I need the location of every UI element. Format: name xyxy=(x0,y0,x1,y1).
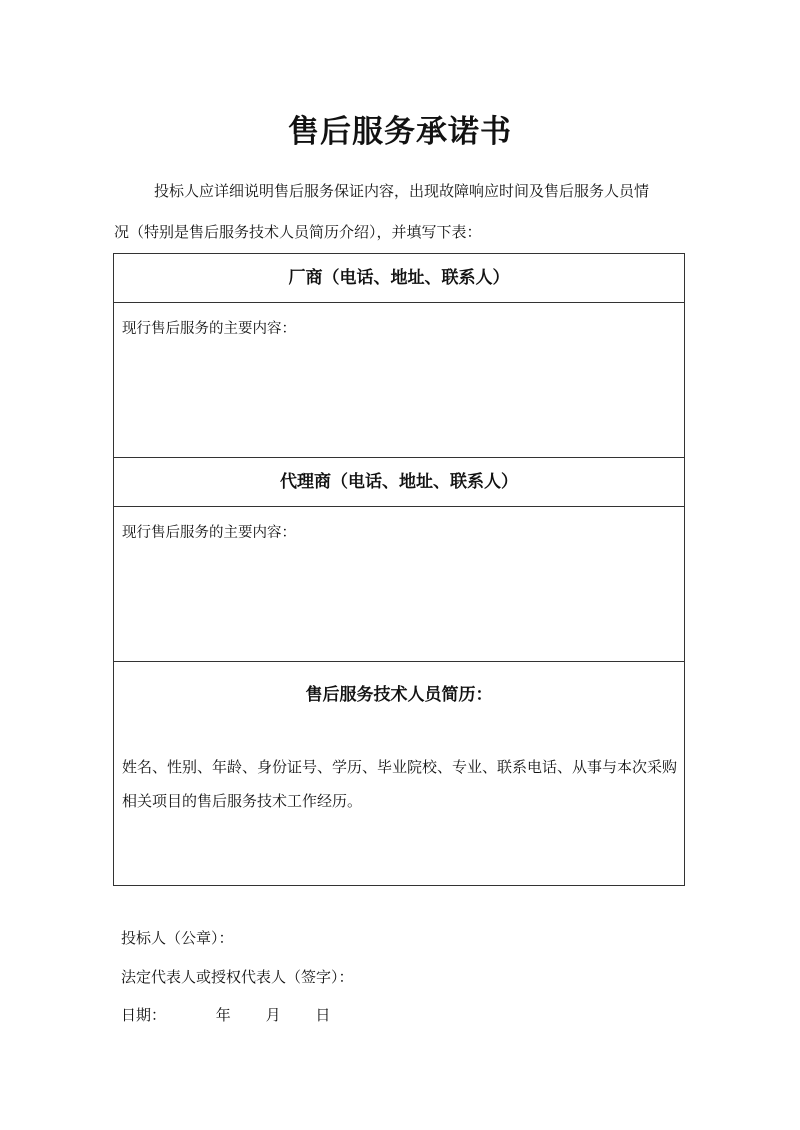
representative-signature-line: 法定代表人或授权代表人（签字）： xyxy=(121,968,354,986)
date-day: 日 xyxy=(315,1006,331,1024)
intro-line-1: 投标人应详细说明售后服务保证内容，出现故障响应时间及售后服务人员情 xyxy=(154,182,650,200)
date-month: 月 xyxy=(265,1006,281,1024)
date-line xyxy=(121,1004,330,1025)
staff-resume-header: 售后服务技术人员简历： xyxy=(305,685,493,705)
agent-content-label: 现行售后服务的主要内容： xyxy=(122,525,296,541)
document-title: 售后服务承诺书 xyxy=(288,114,512,150)
staff-resume-instructions: 姓名、性别、年龄、身份证号、学历、毕业院校、专业、联系电话、从事与本次采购相关项目的售后服务技术工作经历。 xyxy=(122,758,678,810)
intro-line-2: 况（特别是售后服务技术人员简历介绍），并填写下表： xyxy=(114,223,482,241)
manufacturer-content-label: 现行售后服务的主要内容： xyxy=(122,321,296,337)
service-table xyxy=(113,253,685,886)
agent-header: 代理商（电话、地址、联系人） xyxy=(114,458,684,507)
date-year: 年 xyxy=(215,1006,231,1024)
manufacturer-header: 厂商（电话、地址、联系人） xyxy=(114,254,684,303)
bidder-seal-line: 投标人（公章）： xyxy=(121,929,234,947)
agent-content-cell[interactable] xyxy=(114,507,684,662)
manufacturer-content-cell[interactable] xyxy=(114,303,684,458)
staff-resume-cell[interactable] xyxy=(114,662,684,885)
date-label: 日期： xyxy=(121,1006,167,1024)
